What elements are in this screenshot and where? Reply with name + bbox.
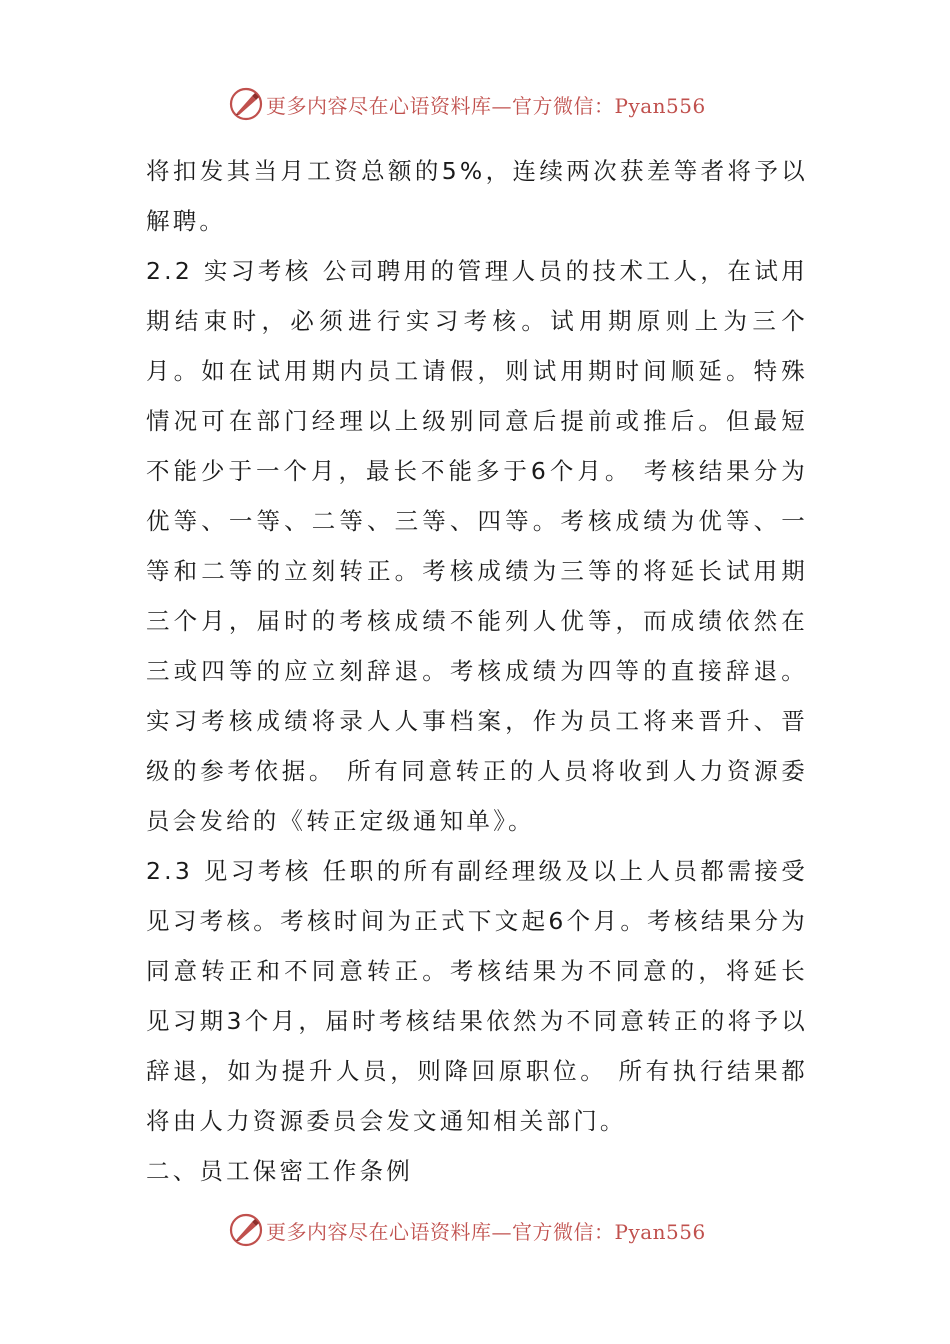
pen-nib-logo-icon <box>228 86 264 122</box>
document-body <box>146 146 808 1196</box>
watermark-text: 更多内容尽在心语资料库—官方微信：Pyan556 <box>266 93 706 118</box>
watermark-banner-bottom <box>228 1210 748 1250</box>
paragraph-probation-assessment: 2.3 见习考核 任职的所有副经理级及以上人员都需接受见习考核。考核时间为正式下文起6个月。考核结果分为同意转正和不同意转正。考核结果为不同意的，将延长见习期3个月，届时考核结果依然为不同意转正的将予以辞退，如为提升人员，则降回原职位。 所有执行结果都将由人力资源委员会发文通知相关部门。 <box>146 857 808 1135</box>
pen-nib-logo-icon <box>228 1212 264 1248</box>
watermark-text: 更多内容尽在心语资料库—官方微信：Pyan556 <box>266 1219 706 1244</box>
watermark-banner-top <box>228 84 748 124</box>
paragraph-internship-assessment: 2.2 实习考核 公司聘用的管理人员的技术工人，在试用期结束时，必须进行实习考核。试用期原则上为三个月。如在试用期内员工请假，则试用期时间顺延。特殊情况可在部门经理以上级别同意后提前或推后。但最短不能少于一个月，最长不能多于6个月。 考核结果分为优等、一等、二等、三等、四等。考核成绩为优等、一等和二等的立刻转正。考核成绩为三等的将延长试用期三个月，届时的考核成绩不能列人优等，而成绩依然在三或四等的应立刻辞退。考核成绩为四等的直接辞退。实习考核成绩将录人人事档案，作为员工将来晋升、晋级的参考依据。 所有同意转正的人员将收到人力资源委员会发给的《转正定级通知单》。 <box>146 257 808 835</box>
paragraph-penalty: 将扣发其当月工资总额的5%，连续两次获差等者将予以解聘。 <box>146 157 808 235</box>
section-heading: 二、员工保密工作条例 <box>146 1157 413 1185</box>
